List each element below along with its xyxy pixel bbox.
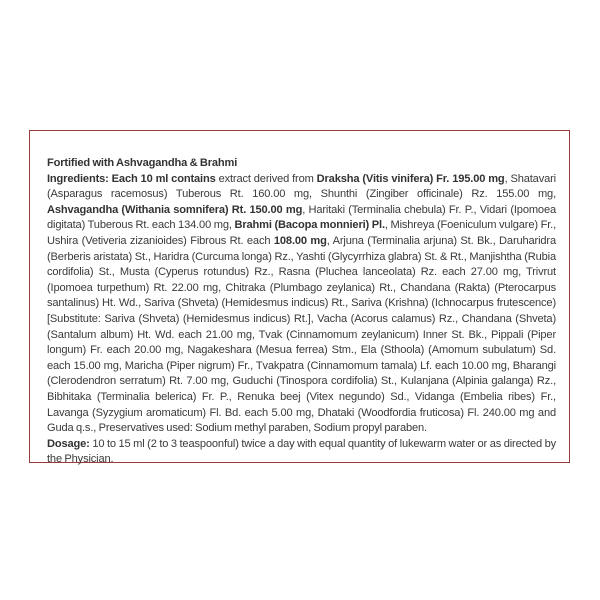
label-heading: Fortified with Ashvagandha & Brahmi	[47, 157, 238, 169]
ingredients-heading: Ingredients:	[47, 172, 109, 185]
ingredient-highlight: Each 10 ml contains	[111, 172, 216, 185]
dosage-text: 10 to 15 ml (2 to 3 teaspoonful) twice a day with equal quantity of lukewarm water or as directed by the Physician.	[47, 437, 556, 466]
ingredient-text: , Shatavari (Asparagus racemosus) Tuberous Rt. 160.00 mg, Shunthi (Zingiber officinale) Rz. 155.00 mg,	[47, 172, 556, 201]
product-label-box	[29, 130, 570, 466]
ingredients-body	[47, 173, 556, 435]
ingredient-text: , Haritaki (Terminalia chebula) Fr. P., Vidari (Ipomoea digitata) Tuberous Rt. each 134.00 mg,	[47, 203, 556, 232]
ingredient-highlight: Brahmi (Bacopa monnieri) Pl.	[234, 219, 385, 232]
dosage-heading: Dosage:	[47, 437, 90, 450]
dosage-paragraph	[47, 437, 556, 468]
ingredients-paragraph	[47, 172, 556, 437]
ingredient-highlight: Draksha (Vitis vinifera) Fr. 195.00 mg	[316, 172, 505, 185]
ingredient-text: , Arjuna (Terminalia arjuna) St. Bk., Daruharidra (Berberis aristata) St., Haridra (Curcuma longa) Rz., Yashti (Glycyrrhiza glabra) St. & Rt., Manjishtha (Rubia cordifolia) St., Musta (Cyperus rotundus) Rz., Rasna (Pluchea lanceolata) Rz. each 27.00 mg, Trivrut (Ipomoea turpethum) Rt. 22.00 mg, Chitraka (Plumbago zeylanica) Rt., Chandana (Rakta) (Pterocarpus santalinus) Ht. Wd., Sariva (Shveta) (Hemidesmus indicus) Rt., Sariva (Krishna) (Ichnocarpus frutescence) [Substitute: Sariva (Shveta) (Hemidesmus indicus) Rt.], Vacha (Acorus calamus) Rz., Chandana (Shveta) (Santalum album) Ht. Wd. each 21.00 mg, Tvak (Cinnamomum zeylanicum) Inner St. Bk., Pippali (Piper longum) Fr. each 20.00 mg, Nagakeshara (Mesua ferrea) Stm., Ela (Sthoola) (Amomum subulatum) Sd. each 15.00 mg, Maricha (Piper nigrum) Fr., Tvakpatra (Cinnamomum tamala) Lf. each 10.00 mg, Bharangi (Clerodendron serratum) Rt. 7.00 mg, Guduchi (Tinospora cordifolia) St., Kulanjana (Alpinia galanga) Rz., Bibhitaka (Terminalia belerica) Fr. P., Renuka beej (Vitex negundo) Sd., Vidanga (Embelia ribes) Fr., Lavanga (Syzygium aromaticum) Fl. Bd. each 5.00 mg, Dhataki (Woodfordia fruticosa) Fl. 240.00 mg and Guda q.s., Preservatives used: Sodium methyl paraben, Sodium propyl paraben.	[47, 234, 556, 435]
ingredient-text: , Mishreya (Foeniculum vulgare) Fr., Ushira (Vetiveria zizanioides) Fibrous Rt. each	[47, 219, 557, 247]
ingredient-text: extract derived from	[215, 172, 317, 185]
ingredient-highlight: Ashvagandha (Withania somnifera) Rt. 150.00 mg	[47, 203, 303, 216]
label-text-block	[47, 156, 556, 468]
ingredient-highlight: 108.00 mg	[273, 234, 327, 247]
